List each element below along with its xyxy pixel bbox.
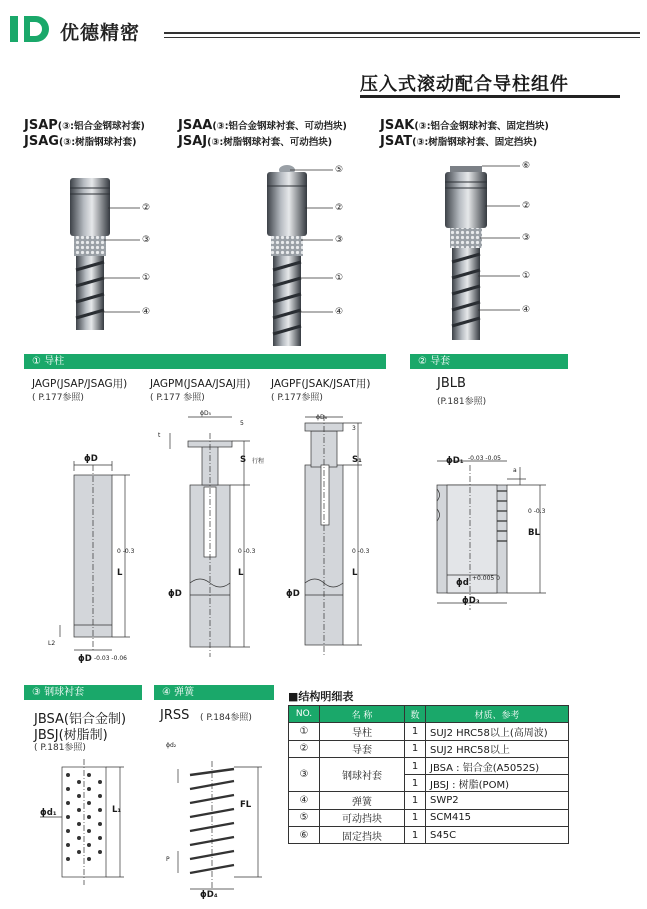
- part-jagpm-ref: ( P.177 参照): [150, 393, 205, 403]
- col-material: 材质、参考: [426, 706, 569, 723]
- dim-s1: S₁: [352, 455, 362, 465]
- callout-3: ③: [522, 233, 531, 243]
- col-name: 名 称: [320, 706, 405, 723]
- part-jagp-ref: ( P.177参照): [32, 393, 84, 403]
- product-jsaa-photo: [267, 165, 307, 346]
- table-row: ① 导柱 1 SUJ2 HRC58以上(高周波): [289, 723, 569, 740]
- callout-2: ②: [335, 203, 344, 213]
- dim-l-tol: 0 -0.3: [117, 548, 135, 555]
- dim-s: S: [240, 455, 247, 465]
- dim-l2: L2: [48, 640, 56, 647]
- page-title: 压入式滚动配合导柱组件: [360, 74, 569, 95]
- part-jagpm: JAGPM(JSAA/JSAJ用): [150, 378, 251, 390]
- callout-5: ⑤: [335, 165, 344, 175]
- dim-a: a: [513, 467, 517, 474]
- header-rule-thin: [164, 37, 640, 38]
- table-title: ■结构明细表: [288, 690, 354, 703]
- dim-d-tol: -0.03 -0.06: [94, 655, 127, 662]
- callout-4: ④: [522, 305, 531, 315]
- series-jsaj: JSAJ(③:树脂钢球衬套、可动挡块): [178, 134, 333, 149]
- part-jblb-ref: (P.181参照): [437, 397, 487, 407]
- table-row: 1 JBSJ : 树脂(POM): [289, 775, 569, 792]
- table-row: ④ 弹簧 1 SWP2: [289, 792, 569, 809]
- dim-d6: ϕD₆: [316, 414, 327, 421]
- brand-name: 优德精密: [60, 22, 141, 44]
- header-rule: [164, 32, 640, 34]
- dim-fl: FL: [240, 800, 252, 810]
- section-bar-ball-bushing: ③ 钢球衬套: [24, 685, 142, 700]
- table-row: ⑥ 固定挡块 1 S45C: [289, 827, 569, 844]
- callout-4: ④: [142, 307, 151, 317]
- part-jbs-ref: ( P.181参照): [34, 743, 86, 753]
- dim-l: L: [117, 568, 123, 578]
- series-jsag: JSAG(③:树脂钢球衬套): [24, 134, 137, 149]
- callout-4: ④: [335, 307, 344, 317]
- part-jagpf-ref: ( P.177参照): [271, 393, 323, 403]
- dim-stroke: 行程: [252, 458, 265, 465]
- table-row: ⑤ 可动挡块 1 SCM415: [289, 809, 569, 826]
- part-jbsa: JBSA(铝合金制): [34, 712, 127, 727]
- part-jagp: JAGP(JSAP/JSAG用): [32, 378, 128, 390]
- dim-l1: L₁: [112, 805, 122, 815]
- dim-t: t: [158, 432, 161, 439]
- technical-drawings: [0, 405, 647, 675]
- dim-d: ϕD: [168, 589, 182, 599]
- dim-d2-spring: ϕd₂: [166, 742, 177, 749]
- title-underline: [360, 95, 620, 98]
- logo-icon: [22, 14, 52, 44]
- structure-table: [288, 705, 569, 844]
- callout-3: ③: [335, 235, 344, 245]
- part-jrss: JRSS: [160, 708, 190, 723]
- callout-6: ⑥: [522, 161, 531, 171]
- col-no: NO.: [289, 706, 320, 723]
- callout-1: ①: [335, 273, 344, 283]
- dim-p: P: [166, 856, 170, 863]
- series-jsat: JSAT(③:树脂钢球衬套、固定挡块): [380, 134, 538, 149]
- dim-l: L: [238, 568, 244, 578]
- dim-bl: BL: [528, 528, 540, 538]
- dim-l-tol: 0 -0.3: [238, 548, 256, 555]
- series-jsak: JSAK(③:铝合金钢球衬套、固定挡块): [380, 118, 549, 133]
- table-header-row: [289, 706, 569, 723]
- dim-d1-bushing: ϕd₁: [40, 808, 57, 818]
- logo-bar: [10, 16, 18, 42]
- section-bar-spring: ④ 弹簧: [154, 685, 274, 700]
- callout-2: ②: [142, 203, 151, 213]
- section-bar-guide-sleeve: ② 导套: [410, 354, 568, 369]
- dim-d4: ϕD₄: [200, 890, 218, 900]
- part-jblb: JBLB: [437, 376, 466, 391]
- dim-l-tol: 0 -0.3: [352, 548, 370, 555]
- dim-bl-tol: 0 -0.3: [528, 508, 546, 515]
- table-row: ② 导套 1 SUJ2 HRC58以上: [289, 740, 569, 757]
- dim-d-bore: ϕd: [456, 578, 469, 588]
- dim-l: L: [352, 568, 358, 578]
- dim-d: ϕD: [84, 454, 98, 464]
- series-jsaa: JSAA(③:铝合金钢球衬套、可动挡块): [178, 118, 347, 133]
- callout-1: ①: [522, 271, 531, 281]
- section-bar-guide-post: ① 导柱: [24, 354, 386, 369]
- dim-d5: ϕD₅: [200, 410, 211, 417]
- table-row: ③ 钢球衬套 1 JBSA : 铝合金(A5052S): [289, 757, 569, 774]
- dim-d-bore-tol: +0.005 0: [472, 575, 500, 582]
- part-jbsj: JBSJ(树脂制): [34, 728, 108, 743]
- callout-1: ①: [142, 273, 151, 283]
- product-illustrations: [0, 150, 647, 350]
- dim-3: 3: [352, 425, 356, 432]
- dim-d1-tol: -0.03 -0.05: [468, 455, 501, 462]
- callout-2: ②: [522, 201, 531, 211]
- dim-5: 5: [240, 420, 244, 427]
- col-qty: 数: [405, 706, 426, 723]
- dim-d1: ϕD₁: [446, 456, 464, 466]
- part-jrss-ref: ( P.184参照): [200, 713, 252, 723]
- bushing-spring-drawings: [0, 755, 290, 905]
- series-jsap: JSAP(③:铝合金钢球衬套): [24, 118, 145, 133]
- dim-d3: ϕD₃: [462, 596, 480, 606]
- product-jsap-photo: [70, 178, 110, 330]
- product-jsak-photo: [445, 166, 487, 340]
- dim-d-tol-label: ϕD: [78, 654, 92, 664]
- part-jagpf: JAGPF(JSAK/JSAT用): [271, 378, 371, 390]
- dim-d: ϕD: [286, 589, 300, 599]
- callout-3: ③: [142, 235, 151, 245]
